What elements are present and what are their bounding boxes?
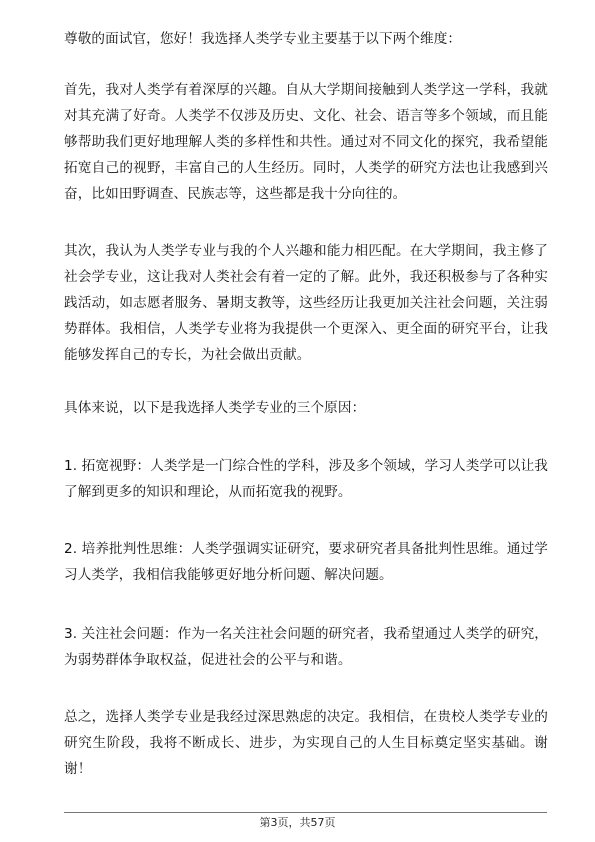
page-number: 第3页，共57页	[259, 816, 336, 829]
interest-paragraph: 首先，我对人类学有着深厚的兴趣。自从大学期间接触到人类学这一学科，我就对其充满了好奇。人类学不仅涉及历史、文化、社会、语言等多个领域，而且能够帮助我们更好地理解人类的多样性和共性。通过对不同文化的探究，我希望能拓宽自己的视野，丰富自己的人生经历。同时，人类学的研究方法也让我感到兴奋，比如田野调查、民族志等，这些都是我十分向往的。	[64, 82, 548, 202]
reason-2-paragraph: 2. 培养批判性思维：人类学强调实证研究，要求研究者具备批判性思维。通过学习人类学，我相信我能够更好地分析问题、解决问题。	[64, 541, 548, 583]
ability-match-paragraph: 其次，我认为人类学专业与我的个人兴趣和能力相匹配。在大学期间，我主修了社会学专业，这让我对人类社会有着一定的了解。此外，我还积极参与了各种实践活动，如志愿者服务、暑期支教等，这些经历让我更加关注社会问题，关注弱势群体。我相信，人类学专业将为我提供一个更深入、更全面的研究平台，让我能够发挥自己的专长，为社会做出贡献。	[64, 243, 548, 363]
document-body	[64, 26, 548, 782]
conclusion-paragraph: 总之，选择人类学专业是我经过深思熟虑的决定。我相信，在贵校人类学专业的研究生阶段，我将不断成长、进步，为实现自己的人生目标奠定坚实基础。谢谢！	[64, 709, 548, 777]
greeting-paragraph: 尊敬的面试官，您好！我选择人类学专业主要基于以下两个维度：	[64, 31, 462, 47]
reasons-intro-paragraph: 具体来说，以下是我选择人类学专业的三个原因：	[64, 400, 366, 416]
footer-divider	[64, 812, 547, 813]
reason-3-paragraph: 3. 关注社会问题：作为一名关注社会问题的研究者，我希望通过人类学的研究，为弱势群体争取权益，促进社会的公平与和谐。	[64, 626, 548, 668]
reason-1-paragraph: 1. 拓宽视野：人类学是一门综合性的学科，涉及多个领域，学习人类学可以让我了解到更多的知识和理论，从而拓宽我的视野。	[64, 458, 548, 500]
